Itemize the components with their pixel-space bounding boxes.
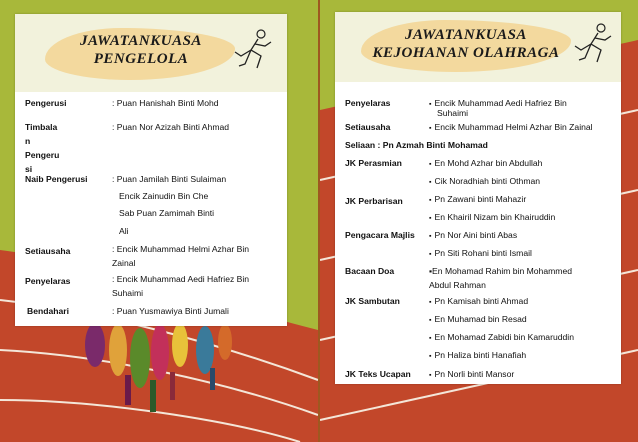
value-penyelaras-2: Suhaimi (437, 108, 469, 118)
value-timbalan: : Puan Nor Azizah Binti Ahmad (112, 122, 230, 132)
label-bendahari: Bendahari (27, 306, 70, 316)
label-jk-perbarisan: JK Perbarisan (345, 196, 403, 206)
value-teks-ucapan (429, 369, 514, 381)
value-text: ▪ En Mohamad Zabidi bin Kamaruddin (429, 332, 574, 342)
value-naib-1: : Puan Jamilah Binti Sulaiman (112, 174, 227, 184)
row-pengerusi (25, 98, 67, 109)
value-naib-2: Encik Zainudin Bin Che (119, 191, 209, 201)
value-pengerusi: : Puan Hanishah Binti Mohd (112, 98, 219, 108)
label-setiausaha: Setiausaha (25, 246, 71, 256)
value-sambutan-4 (429, 350, 526, 362)
value-text: ▪ En Mohd Azhar bin Abdullah (429, 158, 542, 168)
label-timbalan-1: Timbala (25, 122, 58, 132)
label-timbalan-2: n (25, 136, 31, 146)
value-naib-4: Ali (119, 226, 129, 236)
value-pengacara-1 (429, 230, 517, 242)
value-doa-2: Abdul Rahman (429, 280, 486, 290)
value-pengacara-2 (429, 248, 532, 260)
value-text: ▪ Encik Muhammad Helmi Azhar Bin Zainal (429, 122, 593, 132)
value-doa-1: ▪En Mohamad Rahim bin Mohammed (429, 266, 572, 276)
value-text: ▪ En Khairil Nizam bin Khairuddin (429, 212, 555, 222)
value-text: ▪ Pn Norli binti Mansor (429, 369, 514, 379)
value-bendahari: : Puan Yusmawiya Binti Jumali (112, 306, 229, 316)
label-naib-pengerusi: Naib Pengerusi (25, 174, 88, 184)
title-line-1: JAWATANKUASA (80, 33, 202, 49)
right-panel (335, 12, 621, 384)
left-panel (15, 14, 287, 326)
title-line-1: JAWATANKUASA (405, 27, 527, 43)
label-timbalan-3: Pengeru (25, 150, 60, 160)
label-timbalan (25, 122, 59, 175)
value-text: ▪ Pn Haliza binti Hanafiah (429, 350, 526, 360)
title-line-2: PENGELOLA (93, 51, 189, 67)
value-penyelaras-1: : Encik Muhammad Aedi Hafriez Bin (112, 274, 250, 284)
label-jk-perasmian: JK Perasmian (345, 158, 402, 168)
runner-icon (231, 28, 275, 72)
runner-icon (571, 22, 615, 66)
label-penyelaras: Penyelaras (25, 276, 71, 286)
value-sambutan-3 (429, 332, 574, 344)
value-sambutan-1 (429, 296, 528, 308)
value-text: ▪ Pn Nor Aini binti Abas (429, 230, 517, 240)
label-seliaan: Seliaan : Pn Azmah Binti Mohamad (345, 140, 488, 150)
value-perasmian-2 (429, 176, 540, 188)
value-penyelaras-2: Suhaimi (112, 288, 144, 298)
value-text: ▪ Pn Siti Rohani binti Ismail (429, 248, 532, 258)
label-pengacara-majlis: Pengacara Majlis (345, 230, 415, 240)
label-timbalan-4: si (25, 164, 33, 174)
value-perbarisan-2 (429, 212, 555, 224)
page-spine (318, 0, 320, 442)
left-title (51, 32, 231, 68)
value-text: ▪ Encik Muhammad Aedi Hafriez Bin (429, 98, 567, 108)
value-perbarisan-1 (429, 194, 526, 206)
value-perasmian-1 (429, 158, 542, 170)
value-text: ▪ Pn Zawani binti Mahazir (429, 194, 526, 204)
value-text: ▪ Cik Noradhiah binti Othman (429, 176, 540, 186)
right-title (363, 26, 569, 62)
value-naib-3: Sab Puan Zamimah Binti (119, 208, 215, 218)
value-text: ▪ En Muhamad bin Resad (429, 314, 527, 324)
value-setiausaha-1: : Encik Muhammad Helmi Azhar Bin (112, 244, 250, 254)
value-sambutan-2 (429, 314, 527, 326)
value-setiausaha-2: Zainal (112, 258, 136, 268)
label-pengerusi: Pengerusi (25, 98, 67, 108)
label-setiausaha: Setiausaha (345, 122, 391, 132)
value-setiausaha (429, 122, 593, 134)
label-jk-sambutan: JK Sambutan (345, 296, 400, 306)
title-line-2: KEJOHANAN OLAHRAGA (372, 45, 560, 61)
label-jk-teks-ucapan: JK Teks Ucapan (345, 369, 411, 379)
label-penyelaras: Penyelaras (345, 98, 391, 108)
value-text: ▪ Pn Kamisah binti Ahmad (429, 296, 528, 306)
label-bacaan-doa: Bacaan Doa (345, 266, 395, 276)
